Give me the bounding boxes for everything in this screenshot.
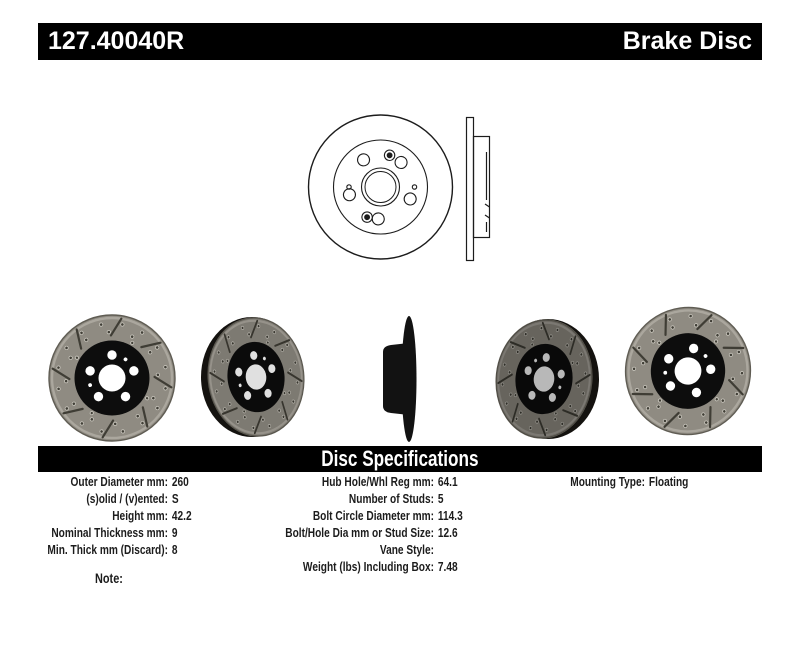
spec-column-hub xyxy=(240,473,471,575)
drawing-front-view xyxy=(309,115,453,259)
spec-value: 5 xyxy=(437,491,444,506)
spec-row-height xyxy=(67,507,192,524)
spec-label: Outer Diameter mm: xyxy=(70,474,168,489)
rotor-photo-angled-left xyxy=(186,307,326,447)
spec-section-header xyxy=(38,446,762,472)
spec-label: Bolt Circle Diameter mm: xyxy=(312,508,434,523)
spec-label: Min. Thick mm (Discard): xyxy=(47,542,168,557)
drawing-side-section xyxy=(467,118,490,261)
rotor-photo-angled-right xyxy=(474,309,614,449)
spec-section-title: Disc Specifications xyxy=(321,446,479,471)
rotor-photo-edge xyxy=(330,309,470,449)
spec-value: S xyxy=(171,491,179,506)
spec-value: 9 xyxy=(171,525,178,540)
spec-label: Bolt/Hole Dia mm or Stud Size: xyxy=(285,525,434,540)
spec-label: Nominal Thickness mm: xyxy=(51,525,169,540)
spec-row-hub-hole xyxy=(283,473,463,490)
spec-row-solid-vented xyxy=(67,490,192,507)
spec-value: 8 xyxy=(171,542,178,557)
spec-value: 64.1 xyxy=(437,474,458,489)
spec-row-bolt-circle xyxy=(283,507,463,524)
spec-row-weight xyxy=(283,558,463,575)
spec-row-vane-style xyxy=(283,541,463,558)
spec-label: (s)olid / (v)ented: xyxy=(86,491,168,506)
spec-label: Weight (lbs) Including Box: xyxy=(302,559,434,574)
spec-value: 114.3 xyxy=(437,508,463,523)
spec-label: Vane Style: xyxy=(379,542,434,557)
part-number: 127.40040R xyxy=(48,27,185,55)
spec-label: Height mm: xyxy=(112,508,168,523)
spec-row-bolt-hole-dia xyxy=(283,524,463,541)
spec-row-mounting-type xyxy=(532,473,688,490)
spec-value: 12.6 xyxy=(437,525,458,540)
rotor-photo-front-tilted xyxy=(618,301,758,441)
spec-label: Number of Studs: xyxy=(348,491,434,506)
spec-label: Hub Hole/Whl Reg mm: xyxy=(321,474,434,489)
spec-column-dimensions xyxy=(38,473,198,558)
technical-drawing xyxy=(295,100,505,275)
spec-row-min-thickness xyxy=(47,541,192,558)
spec-row-number-of-studs xyxy=(283,490,463,507)
spec-row-outer-diameter xyxy=(67,473,192,490)
spec-value: 42.2 xyxy=(171,508,192,523)
spec-column-mounting xyxy=(500,473,701,490)
note-label: Note: xyxy=(95,570,123,586)
spec-value: Floating xyxy=(648,474,689,489)
product-type-title: Brake Disc xyxy=(622,27,752,55)
header-bar xyxy=(38,23,762,60)
spec-label: Mounting Type: xyxy=(570,474,645,489)
rotor-photo-front xyxy=(42,308,182,448)
spec-value: 7.48 xyxy=(437,559,458,574)
spec-value: 260 xyxy=(171,474,189,489)
spec-row-nominal-thickness xyxy=(51,524,192,541)
